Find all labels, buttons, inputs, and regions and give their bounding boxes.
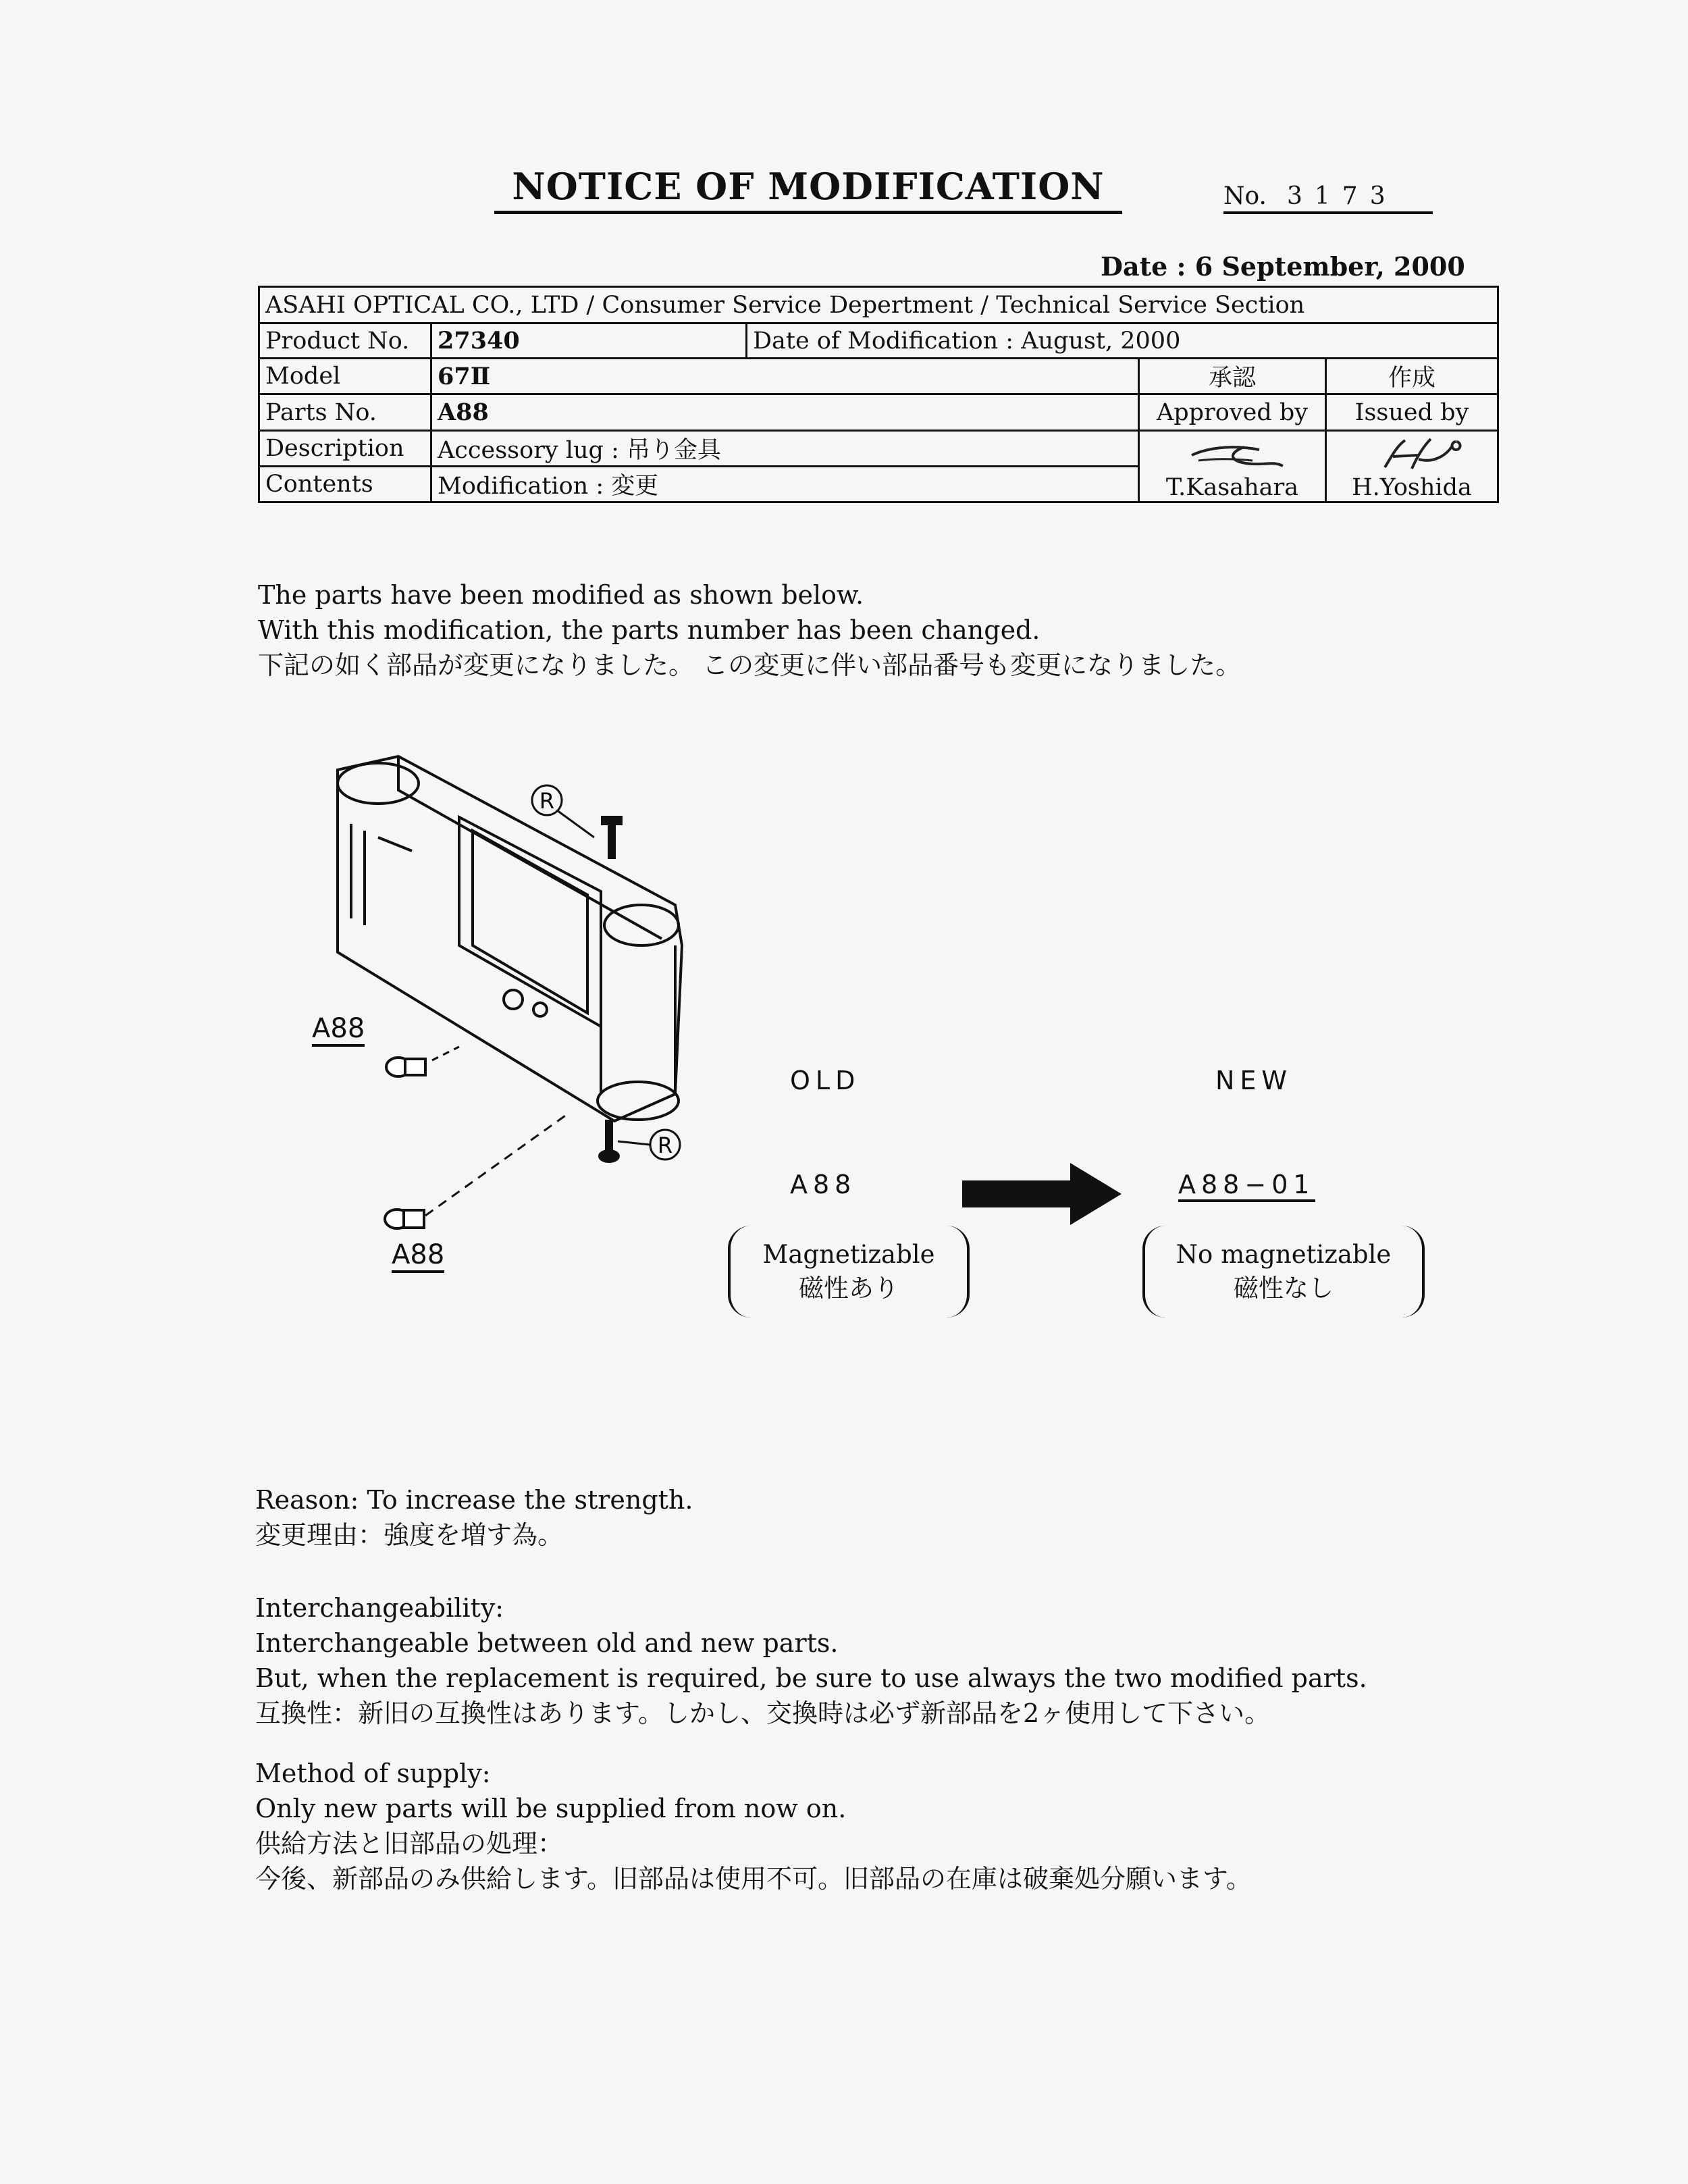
- parts-no-value: A88: [431, 394, 1139, 431]
- description-label: Description: [259, 431, 431, 467]
- description-value: Accessory lug : 吊り金具: [431, 431, 1139, 467]
- approved-jp: 承認: [1139, 359, 1326, 394]
- supply-heading: Method of supply:: [255, 1759, 491, 1788]
- intro-line-1: The parts have been modified as shown below.: [258, 580, 864, 610]
- old-description-box: [728, 1226, 970, 1318]
- part-label-a88-top: A88: [312, 1013, 365, 1047]
- part-label-a88-bottom: A88: [392, 1239, 444, 1273]
- old-description-en: Magnetizable: [762, 1240, 935, 1269]
- intro-line-2: With this modification, the parts number has been changed.: [258, 615, 1040, 645]
- supply-line-2: 供給方法と旧部品の処理：: [255, 1829, 564, 1858]
- model-value: 67Ⅱ: [431, 359, 1139, 394]
- accessory-lug-bottom: [385, 1210, 424, 1228]
- document-title: NOTICE OF MODIFICATION: [494, 165, 1122, 214]
- intro-line-3: 下記の如く部品が変更になりました。 この変更に伴い部品番号も変更になりました。: [258, 650, 1242, 680]
- product-no-value: 27340: [431, 323, 747, 359]
- reason-line-2: 変更理由：強度を増す為。: [255, 1520, 564, 1550]
- interchangeability-heading: Interchangeability:: [255, 1593, 504, 1623]
- old-label: OLD: [790, 1066, 861, 1095]
- approver-cell: [1139, 431, 1326, 502]
- new-description-jp: 磁性なし: [1234, 1274, 1334, 1303]
- issuer-name: H.Yoshida: [1352, 474, 1472, 501]
- info-table: [258, 286, 1499, 503]
- approver-name: T.Kasahara: [1165, 474, 1299, 501]
- notice-number-value: 3173: [1286, 182, 1398, 210]
- contents-label: Contents: [259, 467, 431, 502]
- interchangeability-line-2: But, when the replacement is required, be sure to use always the two modified parts.: [255, 1663, 1367, 1693]
- supply-line-3: 今後、新部品のみ供給します。旧部品は使用不可。旧部品の在庫は破棄処分願います。: [255, 1864, 1252, 1894]
- old-description-jp: 磁性あり: [799, 1274, 899, 1303]
- lug-bottom-leader: [425, 1114, 567, 1216]
- intro-text: [258, 577, 1241, 683]
- issued-jp: 作成: [1326, 359, 1498, 394]
- reason-section: [255, 1482, 693, 1553]
- interchangeability-line-1: Interchangeable between old and new parts.: [255, 1628, 839, 1658]
- old-part-number: A88: [790, 1170, 857, 1199]
- accessory-lug-top: [386, 1058, 425, 1076]
- supply-section: [255, 1756, 1252, 1896]
- new-part-number: A88−01: [1178, 1170, 1315, 1202]
- reason-line-1: Reason: To increase the strength.: [255, 1485, 693, 1515]
- new-label: NEW: [1215, 1066, 1293, 1095]
- product-no-label: Product No.: [259, 323, 431, 359]
- date-of-modification: Date of Modification : August, 2000: [747, 323, 1498, 359]
- r-marker-top-label: R: [539, 788, 555, 814]
- parts-no-label: Parts No.: [259, 394, 431, 431]
- supply-line-1: Only new parts will be supplied from now on.: [255, 1794, 847, 1823]
- arrow-icon: [962, 1163, 1124, 1225]
- r-marker-bottom-label: R: [657, 1133, 673, 1158]
- approved-by-label: Approved by: [1139, 394, 1326, 431]
- issuer-signature: [1344, 436, 1479, 474]
- new-description-en: No magnetizable: [1176, 1240, 1392, 1269]
- notice-number: [1223, 182, 1433, 214]
- contents-value: Modification : 変更: [431, 467, 1139, 502]
- approver-signature: [1165, 440, 1300, 474]
- interchangeability-section: [255, 1590, 1367, 1731]
- new-description-box: [1142, 1226, 1425, 1318]
- issued-by-label: Issued by: [1326, 394, 1498, 431]
- model-label: Model: [259, 359, 431, 394]
- notice-date: Date : 6 September, 2000: [1101, 251, 1465, 282]
- issuer-cell: [1326, 431, 1498, 502]
- company-cell: ASAHI OPTICAL CO., LTD / Consumer Service Depertment / Technical Service Section: [259, 287, 1498, 323]
- interchangeability-line-3: 互換性：新旧の互換性はあります。しかし、交換時は必ず新部品を2ヶ使用して下さい。: [255, 1698, 1271, 1728]
- lug-top-leader: [432, 1047, 459, 1060]
- notice-number-label: No.: [1223, 182, 1267, 210]
